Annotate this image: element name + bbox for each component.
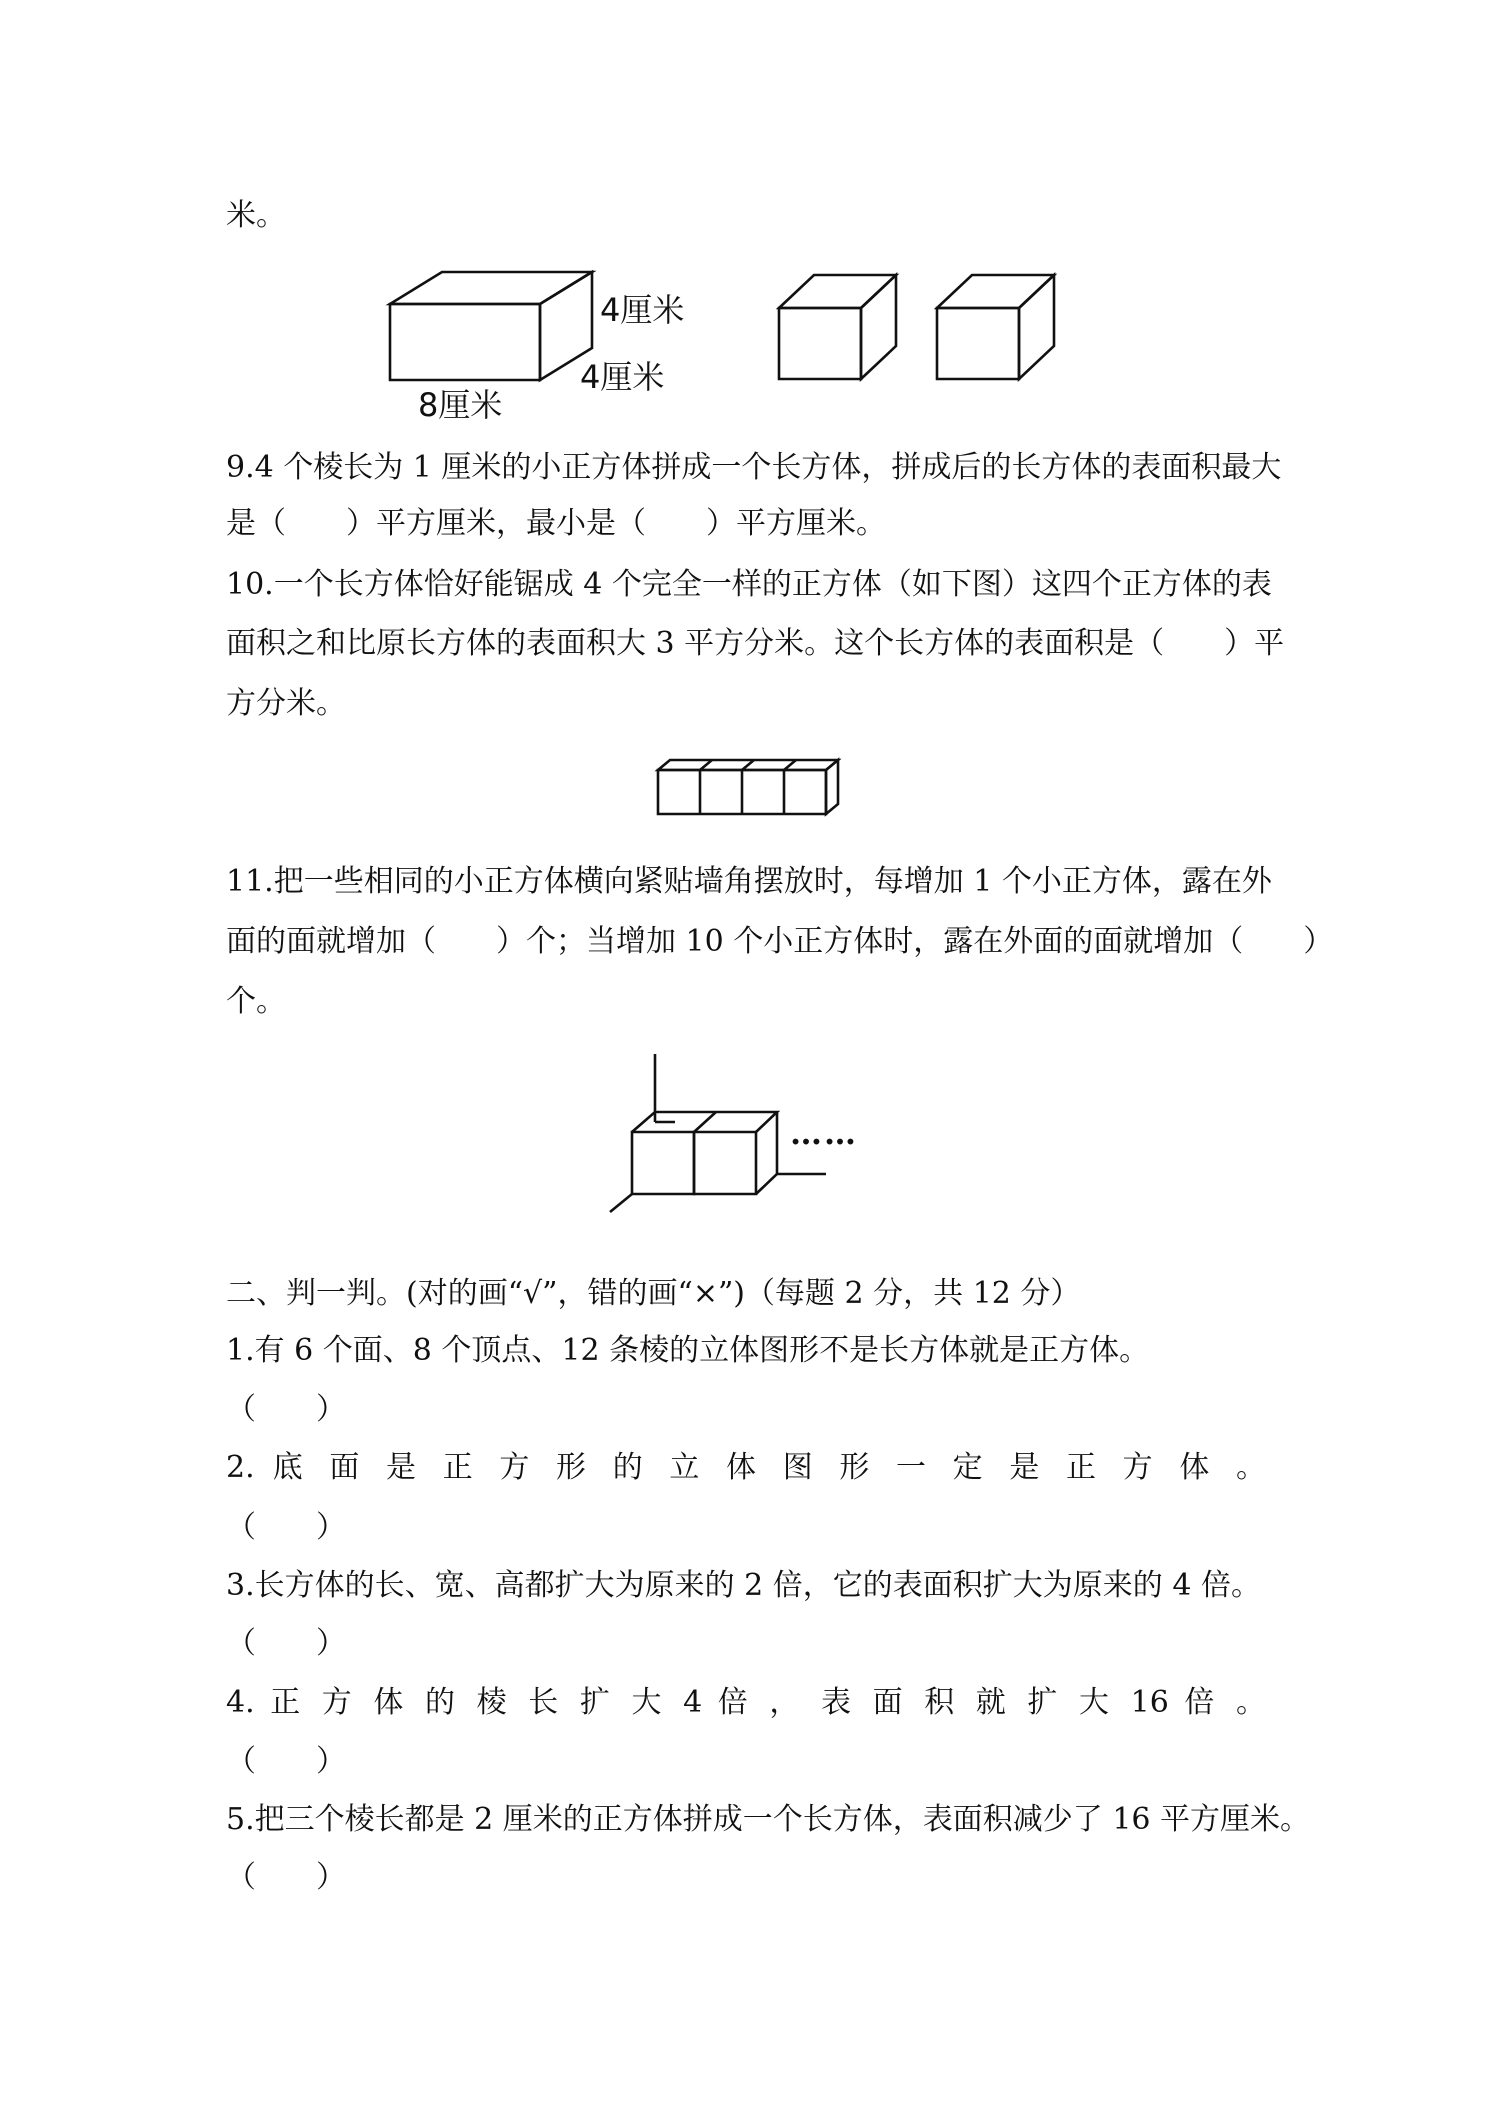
judge-5-paren: （ ）: [226, 1860, 346, 1895]
section-2-heading: 二、判一判。(对的画“√”，错的画“×”)（每题 2 分，共 12 分）: [226, 1276, 1081, 1311]
judge-2-text: 2. 底 面 是 正 方 形 的 立 体 图 形 一 定 是 正 方 体 。: [226, 1450, 1266, 1485]
judge-1-paren: （ ）: [226, 1392, 346, 1427]
judge-4-paren: （ ）: [226, 1744, 346, 1779]
four-cubes-figure: [656, 758, 840, 820]
question-10-line3: 方分米。: [226, 686, 346, 721]
judge-3-paren: （ ）: [226, 1626, 346, 1661]
height-label: 4厘米: [600, 291, 685, 329]
judge-1-text: 1.有 6 个面、8 个顶点、12 条棱的立体图形不是长方体就是正方体。: [226, 1333, 1150, 1368]
question-9-line1: 9.4 个棱长为 1 厘米的小正方体拼成一个长方体，拼成后的长方体的表面积最大: [226, 450, 1282, 485]
judge-3-text: 3.长方体的长、宽、高都扩大为原来的 2 倍，它的表面积扩大为原来的 4 倍。: [226, 1568, 1261, 1603]
question-11-line1: 11.把一些相同的小正方体横向紧贴墙角摆放时，每增加 1 个小正方体，露在外: [226, 864, 1272, 899]
text-line: 米。: [226, 198, 286, 233]
cube-figure-left: [776, 272, 906, 392]
question-11-line2: 面的面就增加（ ）个；当增加 10 个小正方体时，露在外面的面就增加（ ）: [226, 924, 1334, 959]
width-label: 4厘米: [580, 358, 665, 396]
question-10-line1: 10.一个长方体恰好能锯成 4 个完全一样的正方体（如下图）这四个正方体的表: [226, 567, 1272, 602]
judge-4-text: 4. 正 方 体 的 棱 长 扩 大 4 倍 ， 表 面 积 就 扩 大 16 倍 。: [226, 1685, 1266, 1720]
judge-5-text: 5.把三个棱长都是 2 厘米的正方体拼成一个长方体，表面积减少了 16 平方厘米。: [226, 1802, 1311, 1837]
length-label: 8厘米: [418, 386, 503, 424]
continuation-dots: ……: [790, 1114, 858, 1152]
question-10-line2: 面积之和比原长方体的表面积大 3 平方分米。这个长方体的表面积是（ ）平: [226, 626, 1285, 661]
judge-2-paren: （ ）: [226, 1510, 346, 1545]
question-9-line2: 是（ ）平方厘米，最小是（ ）平方厘米。: [226, 506, 886, 541]
question-11-line3: 个。: [226, 984, 286, 1019]
cube-figure-right: [934, 272, 1064, 392]
